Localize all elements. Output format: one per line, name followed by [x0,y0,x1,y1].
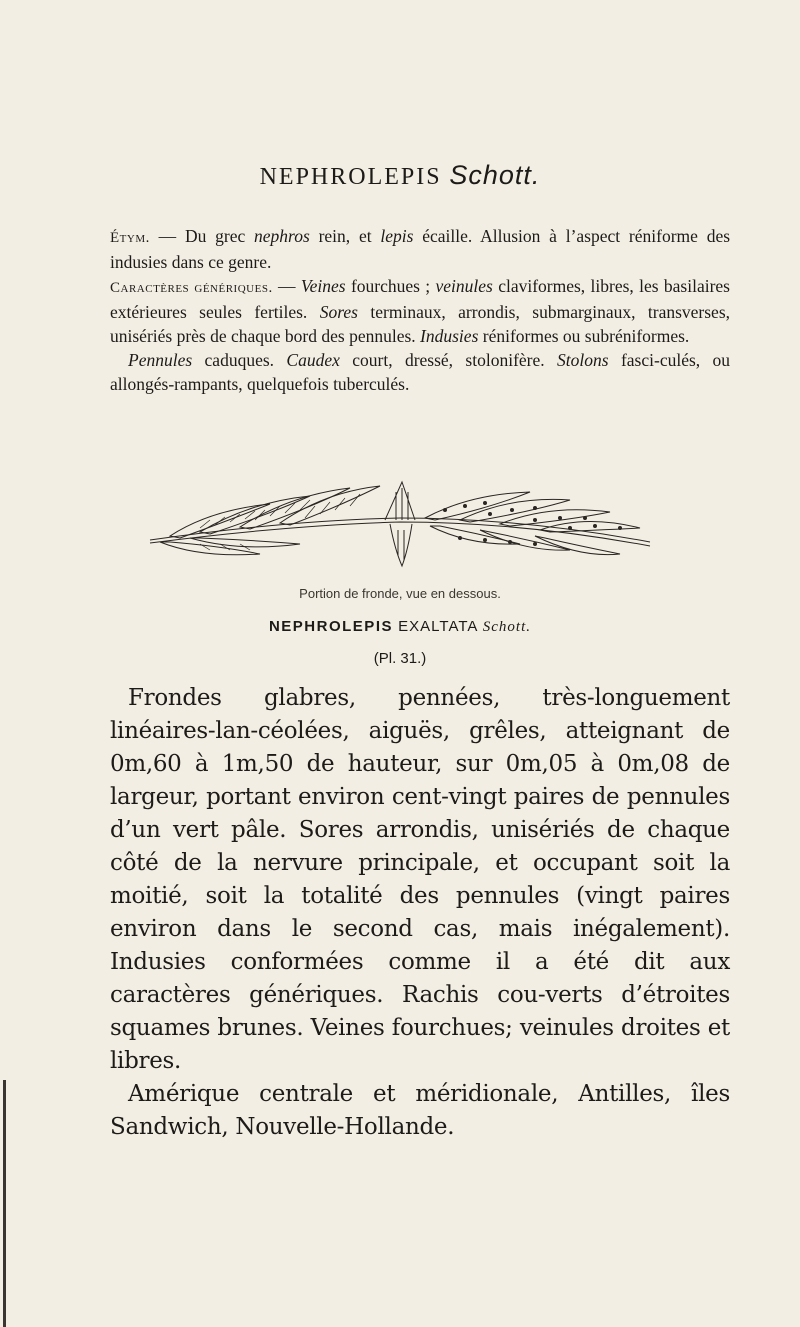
genus-name: NEPHROLEPIS [259,164,442,190]
veinules-label: veinules [435,276,493,296]
stolons-label: Stolons [557,350,609,370]
central-pinnae [385,482,415,566]
caudex-text: court, dressé, stolonifère. [352,350,545,370]
caudex-label: Caudex [286,350,340,370]
etym-text-mid: rein, et [318,226,372,246]
etym-word-lepis: lepis [380,226,414,246]
species-description [110,682,730,1144]
frond-illustration [140,480,660,570]
characters-label: Caractères génériques. [110,280,273,296]
species-genus: NEPHROLEPIS [268,618,393,635]
distribution-paragraph: Amérique centrale et méridionale, Antilles, îles Sandwich, Nouvelle-Hollande. [110,1081,730,1140]
sores-label: Sores [319,302,358,322]
stolons-text: fasci-culés, ou allongés-rampants, quelquefois tuberculés. [110,350,731,394]
veines-label: Veines [300,276,346,296]
indusies-text: réniformes ou subréniformes. [482,326,690,346]
etym-word-nephros: nephros [254,226,310,246]
species-heading [0,618,800,636]
species-author: Schott. [482,619,532,635]
figure-caption: Portion de fronde, vue en dessous. [299,586,501,601]
etym-text-before: — Du grec [158,226,246,246]
veines-text: fourchues ; [350,276,431,296]
etymology-paragraph [110,224,730,274]
species-epithet: EXALTATA [398,618,478,635]
genus-heading [0,160,800,191]
characters-dash: — [278,276,296,296]
frond-rachis-lower [150,522,650,546]
generic-characters-paragraph [110,274,730,348]
generic-description [110,224,730,396]
pennules-paragraph [110,348,730,396]
veinules-text: claviformes, libres, les basilaires extérieures seules fertiles. [110,276,730,322]
etym-label: Étym. [110,230,150,246]
pennules-text: caduques. [204,350,275,370]
plate-reference: (Pl. 31.) [373,650,427,667]
indusies-label: Indusies [420,326,479,346]
sores-text: terminaux, arrondis, submarginaux, transverses, unisériés près de chaque bord des pennules. [110,302,731,346]
etym-text-after: écaille. Allusion à l’aspect réniforme des indusies dans ce genre. [110,226,731,272]
description-paragraph: Frondes glabres, pennées, très-longuement linéaires-lan-céolées, aiguës, grêles, atteignant de 0m,60 à 1m,50 de hauteur, sur 0m,05 à 0m,08 de largeur, portant environ cent-vingt paires de pennules d’un vert pâle. Sores arrondis, unisériés de chaque côté de la nervure principale, et occupant soit la moitié, soit la totalité des pennules (vingt paires environ dans le second cas, mais inégalement). Indusies conformées comme il a été dit aux caractères génériques. Rachis cou-verts d’étroites squames brunes. Veines fourchues; veinules droites et libres. [110,685,730,1074]
pennules-label: Pennules [128,350,193,370]
genus-author: Schott. [449,160,541,190]
page-edge-line [3,1080,6,1327]
